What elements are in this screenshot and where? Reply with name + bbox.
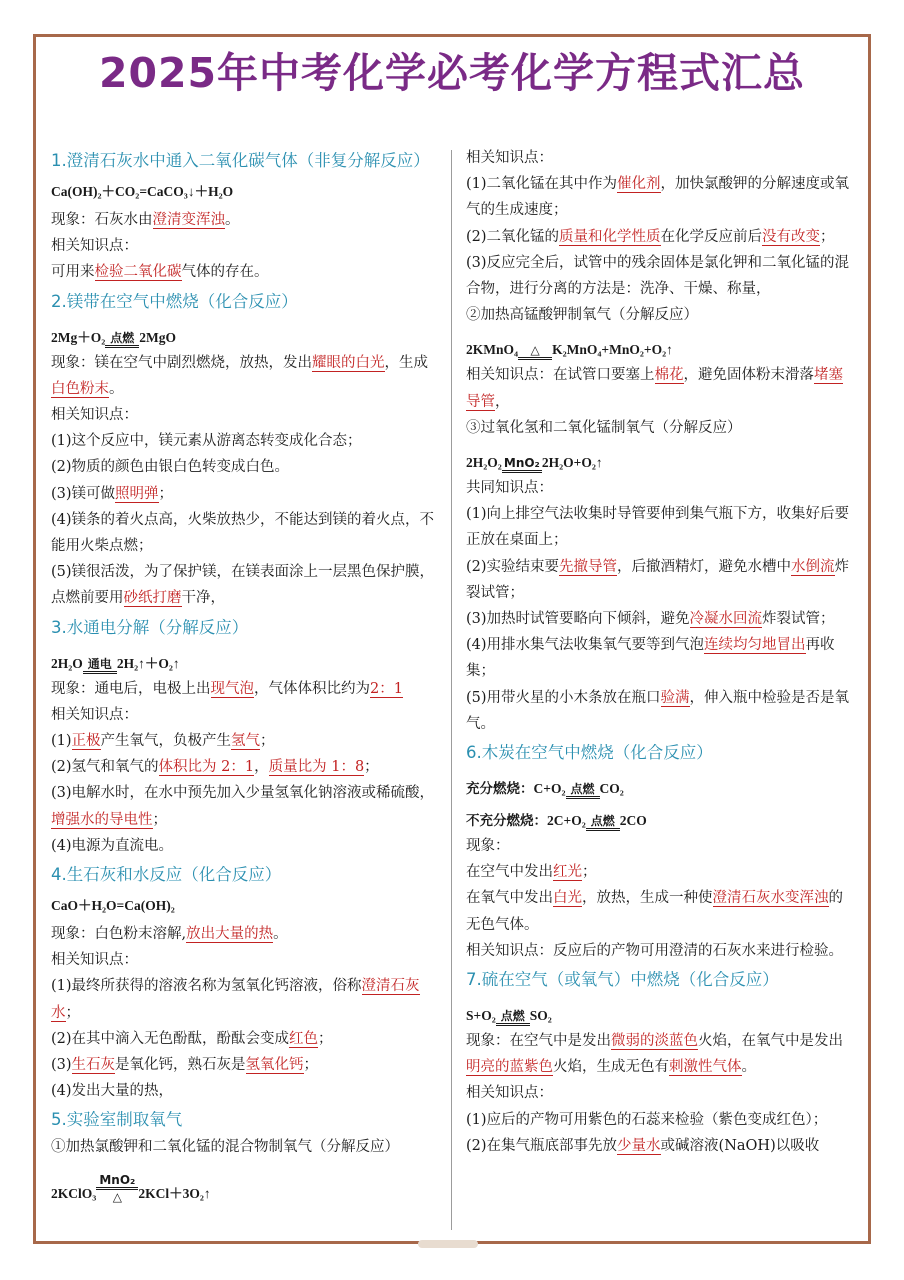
phenomenon-6b: 在氧气中发出白光，放热，生成一种使澄清石灰水变浑浊的无色气体。: [466, 890, 843, 933]
knowledge-point: (1)最终所获得的溶液名称为氢氧化钙溶液，俗称澄清石灰水；: [51, 978, 420, 1021]
knowledge-point: 相关知识点：反应后的产物可用澄清的石灰水来进行检验。: [466, 942, 843, 959]
knowledge-point: (4)发出大量的热，: [51, 1083, 174, 1100]
right-column: [466, 145, 856, 1159]
phenomenon-label: 现象：: [466, 838, 510, 855]
related-label: 相关知识点：: [466, 150, 553, 166]
equation-4: CaO＋H₂O=Ca(OH)₂: [51, 898, 175, 914]
knowledge-point: (4)用排水集气法收集氧气要等到气泡连续均匀地冒出再收集；: [466, 637, 835, 680]
knowledge-point: (2)实验结束要先撤导管，后撤酒精灯，避免水槽中水倒流炸裂试管；: [466, 558, 850, 601]
phenomenon-6a: 在空气中发出红光；: [466, 864, 597, 881]
knowledge-point: (2)在其中滴入无色酚酞，酚酞会变成红色；: [51, 1030, 333, 1047]
phenomenon-2: 现象：镁在空气中剧烈燃烧，放热，发出耀眼的白光，生成白色粉末。: [51, 354, 428, 397]
left-column: [51, 145, 439, 1206]
knowledge-point: (2)物质的颜色由银白色转变成白色。: [51, 459, 290, 476]
section-1-title: 1.澄清石灰水中通入二氧化碳气体（非复分解反应）: [51, 151, 430, 170]
knowledge-point: (2)氢气和氧气的体积比为 2：1，质量比为 1：8；: [51, 759, 379, 776]
related-label: 相关知识点：: [51, 407, 138, 424]
equation-1: Ca(OH)₂＋CO₂=CaCO₃↓＋H₂O: [51, 184, 234, 199]
phenomenon-1: 现象：石灰水由澄清变浑浊。: [51, 212, 240, 228]
related-label: 相关知识点：: [51, 238, 138, 255]
equation-3: 2H₂O 通电 2H₂↑＋O₂↑: [51, 644, 439, 674]
subsection-title: ②加热高锰酸钾制氧气（分解反应）: [466, 307, 698, 324]
column-divider: [451, 150, 452, 1230]
equation-kmno4: 2KMnO₄ △ K₂MnO₄+MnO₂+O₂↑: [466, 330, 856, 360]
subsection-title: ③过氧化氢和二氧化锰制氧气（分解反应）: [466, 419, 742, 436]
knowledge-point: (2)在集气瓶底部事先放少量水或碱溶液(NaOH)以吸收: [466, 1137, 820, 1154]
knowledge-point: 可用来检验二氧化碳气体的存在。: [51, 264, 269, 281]
section-2-title: 2.镁带在空气中燃烧（化合反应）: [51, 291, 298, 311]
equation-7: S+O₂ 点燃 SO₂: [466, 996, 856, 1026]
knowledge-point: (3)反应完全后，试管中的残余固体是氯化钾和二氧化锰的混合物，进行分离的方法是：洗净、干燥、称量，: [466, 254, 850, 298]
knowledge-point: (1)应后的产物可用紫色的石蕊来检验（紫色变成红色）；: [466, 1111, 828, 1128]
knowledge-point: (1)这个反应中，镁元素从游离态转变成化合态；: [51, 433, 362, 450]
phenomenon-4: 现象：白色粉末溶解,放出大量的热。: [51, 926, 288, 943]
knowledge-point: (1)正极产生氧气，负极产生氢气；: [51, 733, 275, 750]
equation-5: 2KClO₃ MnO₂ △ 2KCl＋3O₂↑: [51, 1172, 211, 1204]
knowledge-point: (2)二氧化锰的质量和化学性质在化学反应前后没有改变；: [466, 228, 835, 245]
related-label: 相关知识点：: [466, 1085, 553, 1102]
knowledge-point: (4)镁条的着火点高，火柴放热少，不能达到镁的着火点，不能用火柴点燃；: [51, 511, 435, 555]
knowledge-point: (4)电源为直流电。: [51, 837, 174, 854]
equation-6-partial: 不充分燃烧：2C+O₂ 点燃 2CO: [466, 801, 856, 831]
knowledge-point: (5)镁很活泼，为了保护镁，在镁表面涂上一层黑色保护膜，点燃前要用砂纸打磨干净，: [51, 564, 435, 607]
phenomenon-7: 现象：在空气中是发出微弱的淡蓝色火焰，在氧气中是发出明亮的蓝紫色火焰，生成无色有刺激性气体。: [466, 1033, 843, 1076]
page-title: 2025年中考化学必考化学方程式汇总: [98, 49, 806, 97]
knowledge-point: (1)二氧化锰在其中作为催化剂，加快氯酸钾的分解速度或氧气的生成速度；: [466, 176, 850, 219]
section-4-title: 4.生石灰和水反应（化合反应）: [51, 865, 282, 885]
section-5-title: 5.实验室制取氧气: [51, 1110, 183, 1130]
related-label: 相关知识点：: [51, 706, 138, 723]
footer-watermark: [418, 1240, 478, 1248]
section-7-title: 7.硫在空气（或氧气）中燃烧（化合反应）: [466, 970, 779, 990]
common-label: 共同知识点：: [466, 480, 553, 497]
equation-2: 2Mg＋O₂ 点燃 2MgO: [51, 318, 439, 348]
equation-6-full: 充分燃烧：C+O₂ 点燃 CO₂: [466, 769, 856, 799]
related-label: 相关知识点：: [51, 952, 138, 969]
knowledge-point: (5)用带火星的小木条放在瓶口验满，伸入瓶中检验是否是氧气。: [466, 689, 850, 732]
knowledge-point: (1)向上排空气法收集时导管要伸到集气瓶下方，收集好后要正放在桌面上；: [466, 506, 850, 549]
section-6-title: 6.木炭在空气中燃烧（化合反应）: [466, 743, 713, 763]
equation-h2o2: 2H₂O₂ MnO₂ 2H₂O+O₂↑: [466, 443, 856, 473]
section-3-title: 3.水通电分解（分解反应）: [51, 617, 249, 637]
phenomenon-3: 现象：通电后，电极上出现气泡，气体体积比约为2：1: [51, 680, 403, 697]
subsection-title: ①加热氯酸钾和二氧化锰的混合物制氧气（分解反应）: [51, 1139, 399, 1156]
knowledge-point: (3)加热时试管要略向下倾斜，避免冷凝水回流炸裂试管；: [466, 611, 835, 628]
knowledge-point: 相关知识点：在试管口要塞上棉花，避免固体粉末滑落堵塞导管，: [466, 367, 843, 410]
knowledge-point: (3)电解水时，在水中预先加入少量氢氧化钠溶液或稀硫酸，增强水的导电性；: [51, 785, 435, 828]
knowledge-point: (3)生石灰是氧化钙，熟石灰是氢氧化钙；: [51, 1057, 319, 1074]
knowledge-point: (3)镁可做照明弹；: [51, 485, 174, 502]
